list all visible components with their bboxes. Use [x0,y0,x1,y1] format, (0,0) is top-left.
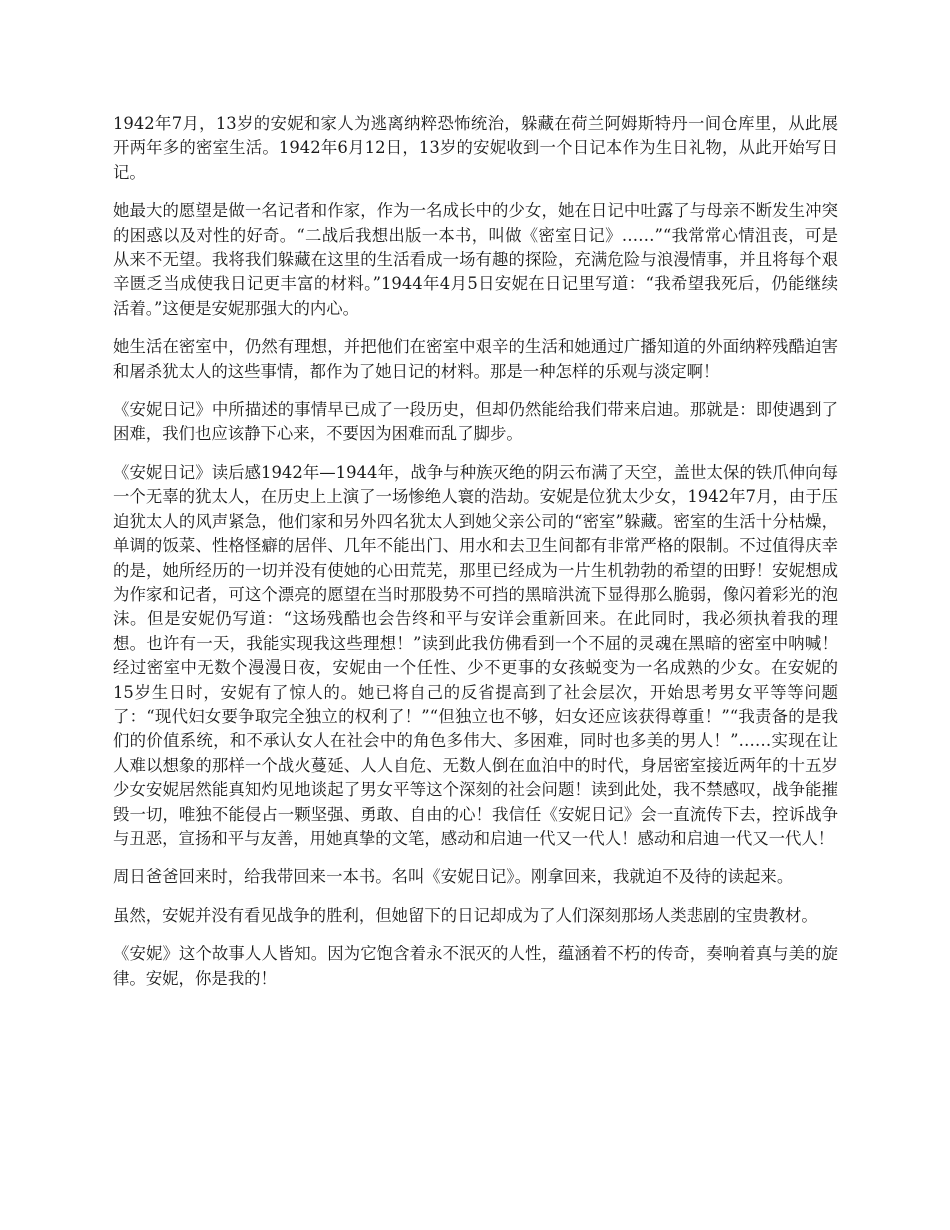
document-body [113,112,838,1005]
paragraph-2: 她最大的愿望是做一名记者和作家，作为一名成长中的少女，她在日记中吐露了与母亲不断发生冲突的困惑以及对性的好奇。“二战后我想出版一本书，叫做《密室日记》……”“我常常心情沮丧，可是从来不无望。我将我们躲藏在这里的生活看成一场有趣的探险，充满危险与浪漫情事，并且将每个艰辛匮乏当成使我日记更丰富的材料。”1944年4月5日安妮在日记里写道：“我希望我死后，仍能继续活着。”这便是安妮那强大的内心。 [113,201,838,318]
paragraph-8: 《安妮》这个故事人人皆知。因为它饱含着永不泯灭的人性，蕴涵着不朽的传奇，奏响着真与美的旋律。安妮，你是我的！ [113,944,838,988]
paragraph-6: 周日爸爸回来时，给我带回来一本书。名叫《安妮日记》。刚拿回来，我就迫不及待的读起来。 [113,867,794,887]
paragraph-1: 1942年7月，13岁的安妮和家人为逃离纳粹恐怖统治，躲藏在荷兰阿姆斯特丹一间仓库里，从此展开两年多的密室生活。1942年6月12日，13岁的安妮收到一个日记本作为生日礼物，从此开始写日记。 [113,114,838,182]
paragraph-3: 她生活在密室中，仍然有理想，并把他们在密室中艰辛的生活和她通过广播知道的外面纳粹残酷迫害和屠杀犹太人的这些事情，都作为了她日记的材料。那是一种怎样的乐观与淡定啊！ [113,337,838,381]
paragraph-5: 《安妮日记》读后感1942年—1944年，战争与种族灭绝的阴云布满了天空，盖世太保的铁爪伸向每一个无辜的犹太人，在历史上上演了一场惨绝人寰的浩劫。安妮是位犹太少女，1942年7月，由于压迫犹太人的风声紧急，他们家和另外四名犹太人到她父亲公司的“密室”躲藏。密室的生活十分枯燥，单调的饭菜、性格怪癖的居伴、几年不能出门、用水和去卫生间都有非常严格的限制。不过值得庆幸的是，她所经历的一切并没有使她的心田荒芜，那里已经成为一片生机勃勃的希望的田野！安妮想成为作家和记者，可这个漂亮的愿望在当时那股势不可挡的黑暗洪流下显得那么脆弱，像闪着彩光的泡沫。但是安妮仍写道：“这场残酷也会告终和平与安详会重新回来。在此同时，我必须执着我的理想。也许有一天，我能实现我这些理想！”读到此我仿佛看到一个不屈的灵魂在黑暗的密室中呐喊！经过密室中无数个漫漫日夜，安妮由一个任性、少不更事的女孩蜕变为一名成熟的少女。在安妮的15岁生日时，安妮有了惊人的。她已将自己的反省提高到了社会层次，开始思考男女平等等问题了：“现代妇女要争取完全独立的权利了！”“但独立也不够，妇女还应该获得尊重！”“我责备的是我们的价值系统，和不承认女人在社会中的角色多伟大、多困难，同时也多美的男人！”……实现在让人难以想象的那样一个战火蔓延、人人自危、无数人倒在血泊中的时代，身居密室接近两年的十五岁少女安妮居然能真知灼见地谈起了男女平等这个深刻的社会问题！读到此处，我不禁感叹，战争能摧毁一切，唯独不能侵占一颗坚强、勇敢、自由的心！我信任《安妮日记》会一直流传下去，控诉战争与丑恶，宣扬和平与友善，用她真挚的文笔，感动和启迪一代又一代人！感动和启迪一代又一代人！ [113,462,838,848]
paragraph-4: 《安妮日记》中所描述的事情早已成了一段历史，但却仍然能给我们带来启迪。那就是：即使遇到了困难，我们也应该静下心来，不要因为困难而乱了脚步。 [113,400,838,444]
paragraph-7: 虽然，安妮并没有看见战争的胜利，但她留下的日记却成为了人们深刻那场人类悲剧的宝贵教材。 [113,905,818,925]
